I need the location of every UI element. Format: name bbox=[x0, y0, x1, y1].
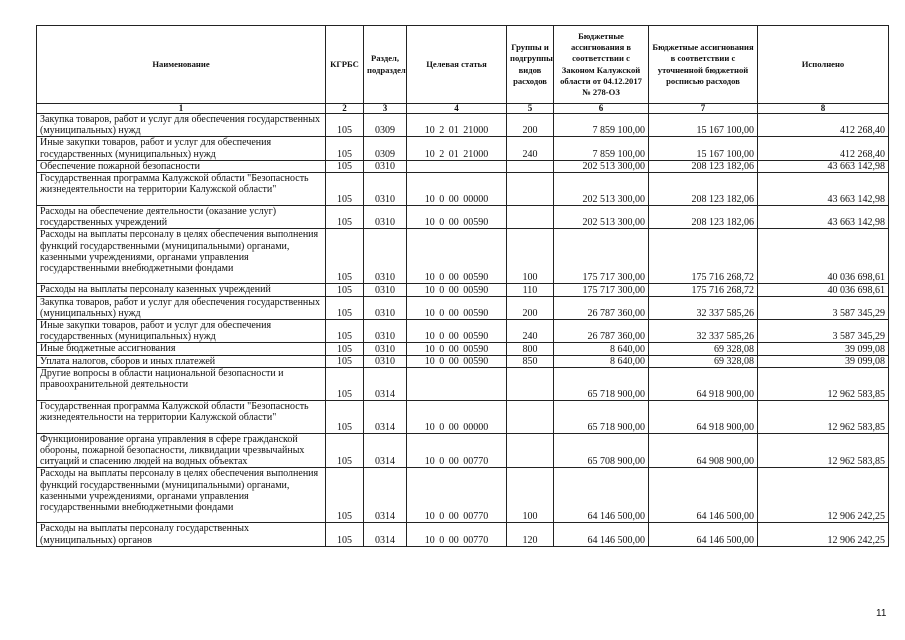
row-executed: 3 587 345,29 bbox=[758, 296, 889, 319]
row-section: 0314 bbox=[364, 523, 407, 546]
header-executed: Исполнено bbox=[758, 26, 889, 104]
row-section: 0314 bbox=[364, 468, 407, 523]
row-target: 10 0 00 00770 bbox=[407, 523, 507, 546]
row-section: 0310 bbox=[364, 206, 407, 229]
row-group bbox=[507, 206, 554, 229]
row-executed: 12 962 583,85 bbox=[758, 400, 889, 433]
row-name: Закупка товаров, работ и услуг для обеспечения государственных (муниципальных) нужд bbox=[37, 296, 326, 319]
row-target: 10 0 00 00000 bbox=[407, 400, 507, 433]
budget-table bbox=[36, 25, 889, 547]
row-budget-law: 7 859 100,00 bbox=[554, 137, 649, 160]
row-budget-law: 8 640,00 bbox=[554, 355, 649, 367]
row-executed: 412 268,40 bbox=[758, 137, 889, 160]
row-section: 0309 bbox=[364, 137, 407, 160]
row-target: 10 2 01 21000 bbox=[407, 114, 507, 137]
row-executed: 3 587 345,29 bbox=[758, 320, 889, 343]
row-target: 10 0 00 00590 bbox=[407, 296, 507, 319]
row-budget-law: 64 146 500,00 bbox=[554, 468, 649, 523]
table-row bbox=[37, 160, 889, 172]
row-budget-refined: 208 123 182,06 bbox=[649, 206, 758, 229]
row-kgrbs: 105 bbox=[326, 160, 364, 172]
row-target: 10 0 00 00590 bbox=[407, 206, 507, 229]
row-group bbox=[507, 173, 554, 206]
row-group: 100 bbox=[507, 468, 554, 523]
row-group: 120 bbox=[507, 523, 554, 546]
row-group: 240 bbox=[507, 137, 554, 160]
row-target: 10 0 00 00000 bbox=[407, 173, 507, 206]
row-group: 850 bbox=[507, 355, 554, 367]
row-target: 10 0 00 00770 bbox=[407, 468, 507, 523]
header-budget-refined: Бюджетные ассигнования в соответствии с уточненной бюджетной росписью расходов bbox=[649, 26, 758, 104]
table-row bbox=[37, 137, 889, 160]
row-section: 0310 bbox=[364, 229, 407, 284]
row-target: 10 0 00 00590 bbox=[407, 343, 507, 355]
row-budget-refined: 64 908 900,00 bbox=[649, 433, 758, 468]
row-section: 0310 bbox=[364, 160, 407, 172]
row-budget-refined: 175 716 268,72 bbox=[649, 284, 758, 296]
row-name: Закупка товаров, работ и услуг для обеспечения государственных (муниципальных) нужд bbox=[37, 114, 326, 137]
row-executed: 12 906 242,25 bbox=[758, 468, 889, 523]
row-section: 0310 bbox=[364, 296, 407, 319]
row-budget-law: 26 787 360,00 bbox=[554, 320, 649, 343]
row-section: 0314 bbox=[364, 433, 407, 468]
row-kgrbs: 105 bbox=[326, 367, 364, 400]
row-budget-law: 65 708 900,00 bbox=[554, 433, 649, 468]
row-target bbox=[407, 160, 507, 172]
column-number: 1 bbox=[37, 104, 326, 114]
row-name: Функционирование органа управления в сфере гражданской обороны, пожарной безопасности, ликвидации чрезвычайных ситуаций и спасению людей на водных объектах bbox=[37, 433, 326, 468]
row-name: Иные бюджетные ассигнования bbox=[37, 343, 326, 355]
row-kgrbs: 105 bbox=[326, 468, 364, 523]
row-executed: 40 036 698,61 bbox=[758, 229, 889, 284]
row-group bbox=[507, 433, 554, 468]
row-target bbox=[407, 367, 507, 400]
row-name: Расходы на обеспечение деятельности (оказание услуг) государственных учреждений bbox=[37, 206, 326, 229]
row-section: 0314 bbox=[364, 400, 407, 433]
row-target: 10 2 01 21000 bbox=[407, 137, 507, 160]
row-kgrbs: 105 bbox=[326, 229, 364, 284]
row-executed: 43 663 142,98 bbox=[758, 173, 889, 206]
row-executed: 12 962 583,85 bbox=[758, 367, 889, 400]
column-number-row bbox=[37, 104, 889, 114]
row-section: 0309 bbox=[364, 114, 407, 137]
row-target: 10 0 00 00590 bbox=[407, 320, 507, 343]
row-kgrbs: 105 bbox=[326, 400, 364, 433]
row-budget-refined: 64 146 500,00 bbox=[649, 468, 758, 523]
header-target: Целевая статья bbox=[407, 26, 507, 104]
table-row bbox=[37, 523, 889, 546]
table-row bbox=[37, 173, 889, 206]
row-group bbox=[507, 160, 554, 172]
table-body bbox=[37, 114, 889, 547]
header-section: Раздел, подраздел bbox=[364, 26, 407, 104]
row-budget-refined: 69 328,08 bbox=[649, 343, 758, 355]
row-kgrbs: 105 bbox=[326, 320, 364, 343]
row-executed: 39 099,08 bbox=[758, 343, 889, 355]
row-budget-law: 65 718 900,00 bbox=[554, 400, 649, 433]
column-number: 6 bbox=[554, 104, 649, 114]
row-name: Иные закупки товаров, работ и услуг для обеспечения государственных (муниципальных) нужд bbox=[37, 137, 326, 160]
row-section: 0310 bbox=[364, 284, 407, 296]
row-group: 200 bbox=[507, 114, 554, 137]
row-group: 100 bbox=[507, 229, 554, 284]
row-kgrbs: 105 bbox=[326, 114, 364, 137]
row-budget-refined: 208 123 182,06 bbox=[649, 173, 758, 206]
row-kgrbs: 105 bbox=[326, 173, 364, 206]
row-budget-refined: 69 328,08 bbox=[649, 355, 758, 367]
row-target: 10 0 00 00590 bbox=[407, 229, 507, 284]
row-budget-law: 26 787 360,00 bbox=[554, 296, 649, 319]
row-budget-law: 202 513 300,00 bbox=[554, 173, 649, 206]
row-name: Расходы на выплаты персоналу в целях обеспечения выполнения функций государственными (муниципальными) органами, казенными учреждениями, органами управления государственными внебюджетными фондами bbox=[37, 229, 326, 284]
row-budget-law: 64 146 500,00 bbox=[554, 523, 649, 546]
row-budget-law: 175 717 300,00 bbox=[554, 229, 649, 284]
row-executed: 12 962 583,85 bbox=[758, 433, 889, 468]
row-budget-law: 202 513 300,00 bbox=[554, 160, 649, 172]
table-row bbox=[37, 114, 889, 137]
row-budget-law: 175 717 300,00 bbox=[554, 284, 649, 296]
row-budget-refined: 64 146 500,00 bbox=[649, 523, 758, 546]
table-row bbox=[37, 355, 889, 367]
row-budget-refined: 15 167 100,00 bbox=[649, 137, 758, 160]
row-executed: 40 036 698,61 bbox=[758, 284, 889, 296]
header-kgrbs: КГРБС bbox=[326, 26, 364, 104]
column-number: 2 bbox=[326, 104, 364, 114]
row-name: Уплата налогов, сборов и иных платежей bbox=[37, 355, 326, 367]
table-row bbox=[37, 367, 889, 400]
header-name: Наименование bbox=[37, 26, 326, 104]
column-number: 7 bbox=[649, 104, 758, 114]
row-name: Государственная программа Калужской области "Безопасность жизнедеятельности на территории Калужской области" bbox=[37, 173, 326, 206]
header-row bbox=[37, 26, 889, 104]
row-kgrbs: 105 bbox=[326, 206, 364, 229]
row-budget-law: 65 718 900,00 bbox=[554, 367, 649, 400]
row-name: Обеспечение пожарной безопасности bbox=[37, 160, 326, 172]
row-name: Расходы на выплаты персоналу государственных (муниципальных) органов bbox=[37, 523, 326, 546]
row-kgrbs: 105 bbox=[326, 284, 364, 296]
column-number: 4 bbox=[407, 104, 507, 114]
row-group: 800 bbox=[507, 343, 554, 355]
row-section: 0314 bbox=[364, 367, 407, 400]
table-row bbox=[37, 284, 889, 296]
table-row bbox=[37, 229, 889, 284]
row-kgrbs: 105 bbox=[326, 343, 364, 355]
table-row bbox=[37, 206, 889, 229]
row-executed: 43 663 142,98 bbox=[758, 206, 889, 229]
row-name: Расходы на выплаты персоналу казенных учреждений bbox=[37, 284, 326, 296]
row-budget-refined: 175 716 268,72 bbox=[649, 229, 758, 284]
row-budget-refined: 208 123 182,06 bbox=[649, 160, 758, 172]
row-name: Другие вопросы в области национальной безопасности и правоохранительной деятельности bbox=[37, 367, 326, 400]
row-group: 240 bbox=[507, 320, 554, 343]
row-executed: 12 906 242,25 bbox=[758, 523, 889, 546]
page-number: 11 bbox=[876, 608, 887, 619]
row-name: Расходы на выплаты персоналу в целях обеспечения выполнения функций государственными (муниципальными) органами, казенными учреждениями, органами управления государственными внебюджетными фондами bbox=[37, 468, 326, 523]
header-budget-law: Бюджетные ассигнования в соответствии с Законом Калужской области от 04.12.2017 № 278-ОЗ bbox=[554, 26, 649, 104]
row-name: Иные закупки товаров, работ и услуг для обеспечения государственных (муниципальных) нужд bbox=[37, 320, 326, 343]
row-budget-law: 8 640,00 bbox=[554, 343, 649, 355]
table-row bbox=[37, 320, 889, 343]
row-target: 10 0 00 00590 bbox=[407, 355, 507, 367]
row-group: 110 bbox=[507, 284, 554, 296]
row-budget-refined: 64 918 900,00 bbox=[649, 367, 758, 400]
row-budget-refined: 15 167 100,00 bbox=[649, 114, 758, 137]
column-number: 8 bbox=[758, 104, 889, 114]
table-row bbox=[37, 400, 889, 433]
row-executed: 412 268,40 bbox=[758, 114, 889, 137]
row-kgrbs: 105 bbox=[326, 433, 364, 468]
row-target: 10 0 00 00770 bbox=[407, 433, 507, 468]
row-budget-law: 7 859 100,00 bbox=[554, 114, 649, 137]
row-executed: 39 099,08 bbox=[758, 355, 889, 367]
row-budget-law: 202 513 300,00 bbox=[554, 206, 649, 229]
row-name: Государственная программа Калужской области "Безопасность жизнедеятельности на территории Калужской области" bbox=[37, 400, 326, 433]
row-budget-refined: 32 337 585,26 bbox=[649, 320, 758, 343]
row-kgrbs: 105 bbox=[326, 296, 364, 319]
row-section: 0310 bbox=[364, 343, 407, 355]
row-section: 0310 bbox=[364, 173, 407, 206]
row-kgrbs: 105 bbox=[326, 355, 364, 367]
budget-sheet bbox=[36, 25, 888, 547]
table-row bbox=[37, 343, 889, 355]
row-target: 10 0 00 00590 bbox=[407, 284, 507, 296]
row-budget-refined: 32 337 585,26 bbox=[649, 296, 758, 319]
column-number: 5 bbox=[507, 104, 554, 114]
row-group bbox=[507, 367, 554, 400]
column-number: 3 bbox=[364, 104, 407, 114]
row-section: 0310 bbox=[364, 355, 407, 367]
table-row bbox=[37, 468, 889, 523]
row-kgrbs: 105 bbox=[326, 523, 364, 546]
table-row bbox=[37, 296, 889, 319]
row-budget-refined: 64 918 900,00 bbox=[649, 400, 758, 433]
row-group: 200 bbox=[507, 296, 554, 319]
row-group bbox=[507, 400, 554, 433]
row-section: 0310 bbox=[364, 320, 407, 343]
header-groups: Группы и подгруппы видов расходов bbox=[507, 26, 554, 104]
row-executed: 43 663 142,98 bbox=[758, 160, 889, 172]
row-kgrbs: 105 bbox=[326, 137, 364, 160]
table-row bbox=[37, 433, 889, 468]
